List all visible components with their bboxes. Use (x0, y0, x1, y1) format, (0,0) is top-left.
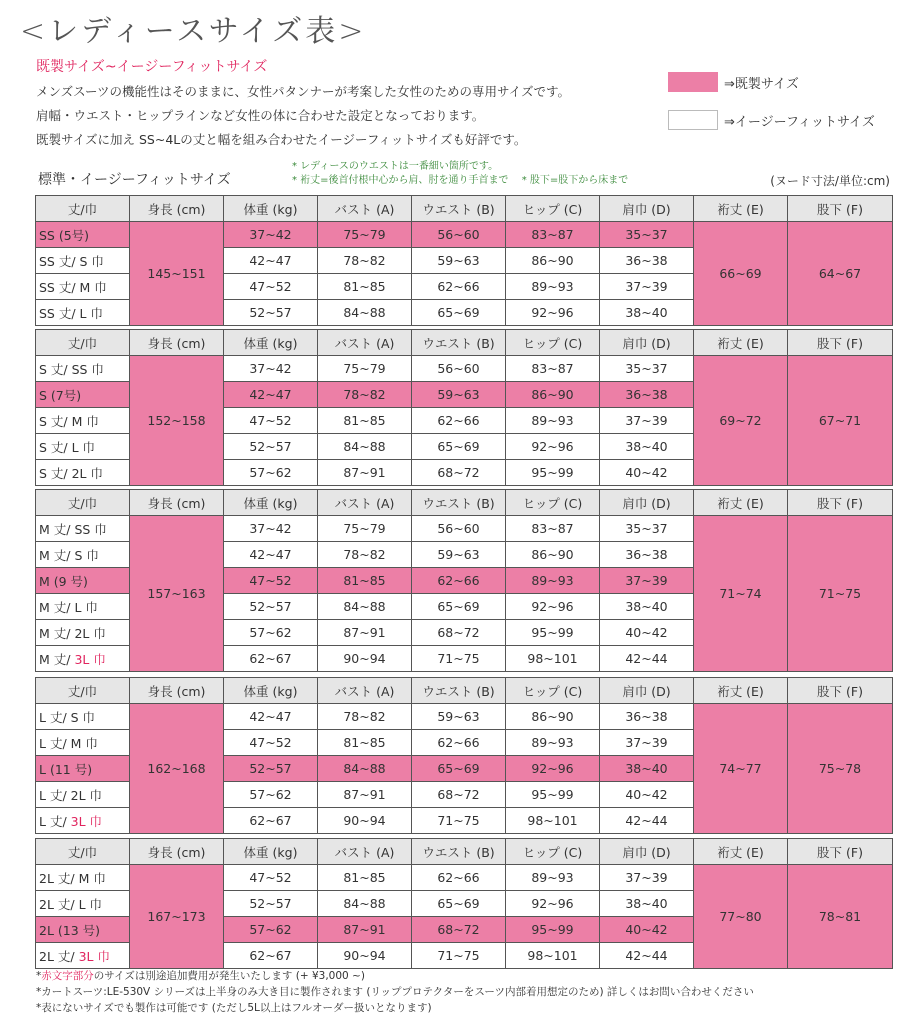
shoulder-cell: 40~42 (600, 782, 694, 808)
note-line: * 裄丈=後首付根中心から肩、肘を通り手首まで * 股下=股下から床まで (292, 175, 629, 186)
sleeve-length-cell: 71~74 (694, 516, 788, 672)
size-label (36, 756, 130, 782)
bust-cell: 75~79 (318, 516, 412, 542)
size-label (36, 516, 130, 542)
column-header: 丈/巾 (36, 330, 130, 356)
size-label-text: M (9 号) (39, 573, 88, 589)
sleeve-length-cell: 69~72 (694, 356, 788, 486)
bust-cell: 81~85 (318, 408, 412, 434)
size-table (35, 838, 893, 969)
bust-cell: 78~82 (318, 382, 412, 408)
waist-cell: 62~66 (412, 408, 506, 434)
page-title: <レディースサイズ表> (20, 14, 367, 49)
bust-cell: 75~79 (318, 356, 412, 382)
size-label-text: L 丈/ M 巾 (39, 735, 98, 751)
hip-cell: 98~101 (506, 943, 600, 969)
size-label (36, 865, 130, 891)
size-label (36, 434, 130, 460)
size-label (36, 943, 130, 969)
bust-cell: 78~82 (318, 542, 412, 568)
bust-cell: 90~94 (318, 943, 412, 969)
shoulder-cell: 36~38 (600, 542, 694, 568)
shoulder-cell: 40~42 (600, 620, 694, 646)
bust-cell: 90~94 (318, 646, 412, 672)
intro-line: 肩幅・ウエスト・ヒップラインなど女性の体に合わせた設定となっております。 (36, 108, 485, 123)
size-label-text: M 丈/ L 巾 (39, 599, 98, 615)
table-header-row (36, 678, 893, 704)
column-header: バスト (A) (318, 678, 412, 704)
column-header: 体重 (kg) (224, 490, 318, 516)
size-table (35, 329, 893, 486)
column-header: 肩巾 (D) (600, 330, 694, 356)
column-header: ヒップ (C) (506, 839, 600, 865)
hip-cell: 86~90 (506, 382, 600, 408)
table-row (36, 516, 893, 542)
hip-cell: 89~93 (506, 865, 600, 891)
footnote-1-prefix: * (36, 970, 42, 982)
column-header: 裄丈 (E) (694, 330, 788, 356)
waist-cell: 65~69 (412, 300, 506, 326)
shoulder-cell: 40~42 (600, 917, 694, 943)
intro-line: メンズスーツの機能性はそのままに、女性パタンナーが考案した女性のための専用サイズです。 (36, 84, 571, 99)
shoulder-cell: 36~38 (600, 248, 694, 274)
column-header: 股下 (F) (788, 490, 893, 516)
hip-cell: 95~99 (506, 782, 600, 808)
size-label (36, 730, 130, 756)
weight-cell: 47~52 (224, 730, 318, 756)
bust-cell: 78~82 (318, 704, 412, 730)
bust-cell: 87~91 (318, 460, 412, 486)
column-header: 股下 (F) (788, 839, 893, 865)
column-header: 体重 (kg) (224, 839, 318, 865)
footnote-2: *カートスーツ:LE-530V シリーズは上半身のみ大き目に製作されます (リッププロテクターをスーツ内部着用想定のため) 詳しくはお問い合わせください (36, 986, 754, 998)
bust-cell: 84~88 (318, 434, 412, 460)
shoulder-cell: 42~44 (600, 646, 694, 672)
column-header: 丈/巾 (36, 839, 130, 865)
shoulder-cell: 35~37 (600, 516, 694, 542)
table-header-row (36, 839, 893, 865)
size-label-text: L 丈/ S 巾 (39, 709, 96, 725)
column-header: 体重 (kg) (224, 678, 318, 704)
size-label-text: M 丈/ S 巾 (39, 547, 99, 563)
shoulder-cell: 37~39 (600, 730, 694, 756)
hip-cell: 92~96 (506, 756, 600, 782)
column-header: 体重 (kg) (224, 196, 318, 222)
shoulder-cell: 37~39 (600, 865, 694, 891)
column-header: 股下 (F) (788, 330, 893, 356)
legend-easy (668, 110, 875, 130)
column-header: ヒップ (C) (506, 330, 600, 356)
weight-cell: 52~57 (224, 891, 318, 917)
bust-cell: 84~88 (318, 594, 412, 620)
column-header: ウエスト (B) (412, 196, 506, 222)
column-header: ウエスト (B) (412, 490, 506, 516)
bust-cell: 81~85 (318, 865, 412, 891)
bust-cell: 81~85 (318, 568, 412, 594)
size-label (36, 704, 130, 730)
weight-cell: 57~62 (224, 620, 318, 646)
size-label-text: SS 丈/ L 巾 (39, 305, 103, 321)
weight-cell: 37~42 (224, 516, 318, 542)
legend-easy-label: ⇒イージーフィットサイズ (724, 114, 875, 130)
weight-cell: 42~47 (224, 542, 318, 568)
weight-cell: 52~57 (224, 594, 318, 620)
column-header: 身長 (cm) (130, 678, 224, 704)
column-header: 股下 (F) (788, 196, 893, 222)
waist-cell: 59~63 (412, 542, 506, 568)
size-table (35, 195, 893, 326)
shoulder-cell: 35~37 (600, 222, 694, 248)
shoulder-cell: 40~42 (600, 460, 694, 486)
weight-cell: 62~67 (224, 943, 318, 969)
size-label-text: SS 丈/ M 巾 (39, 279, 107, 295)
table-header-row (36, 196, 893, 222)
inseam-cell: 75~78 (788, 704, 893, 834)
waist-cell: 68~72 (412, 620, 506, 646)
weight-cell: 52~57 (224, 300, 318, 326)
legend-swatch-pink (668, 72, 718, 92)
shoulder-cell: 38~40 (600, 891, 694, 917)
waist-cell: 68~72 (412, 460, 506, 486)
footnote-1 (36, 968, 754, 984)
weight-cell: 52~57 (224, 434, 318, 460)
footnotes (36, 968, 754, 1016)
weight-cell: 52~57 (224, 756, 318, 782)
weight-cell: 47~52 (224, 865, 318, 891)
hip-cell: 89~93 (506, 568, 600, 594)
hip-cell: 95~99 (506, 917, 600, 943)
size-label-text: S 丈/ SS 巾 (39, 361, 104, 377)
size-label (36, 782, 130, 808)
footnote-3: *表にないサイズでも製作は可能です (ただし5L以上はフルオーダー扱いとなります) (36, 1002, 432, 1014)
column-header: ヒップ (C) (506, 678, 600, 704)
column-header: 丈/巾 (36, 196, 130, 222)
size-label-text: S 丈/ 2L 巾 (39, 465, 103, 481)
size-table (35, 489, 893, 672)
shoulder-cell: 36~38 (600, 382, 694, 408)
hip-cell: 83~87 (506, 356, 600, 382)
waist-cell: 56~60 (412, 222, 506, 248)
size-label-text: 2L 丈/ (39, 948, 79, 964)
weight-cell: 47~52 (224, 408, 318, 434)
size-label-text: L 丈/ 2L 巾 (39, 787, 103, 803)
size-label (36, 594, 130, 620)
legend-standard (668, 72, 799, 92)
size-label-text: L 丈/ (39, 813, 71, 829)
size-label-text: M 丈/ (39, 651, 75, 667)
hip-cell: 98~101 (506, 808, 600, 834)
hip-cell: 92~96 (506, 434, 600, 460)
shoulder-cell: 36~38 (600, 704, 694, 730)
weight-cell: 57~62 (224, 782, 318, 808)
column-header: バスト (A) (318, 196, 412, 222)
column-header: ヒップ (C) (506, 196, 600, 222)
bust-cell: 90~94 (318, 808, 412, 834)
size-label-extra: 3L 巾 (74, 651, 106, 667)
size-label-extra: 3L 巾 (70, 813, 103, 829)
height-cell: 145~151 (130, 222, 224, 326)
hip-cell: 89~93 (506, 274, 600, 300)
size-label (36, 891, 130, 917)
legend-standard-label: ⇒既製サイズ (724, 76, 799, 92)
bust-cell: 78~82 (318, 248, 412, 274)
weight-cell: 37~42 (224, 356, 318, 382)
waist-cell: 62~66 (412, 730, 506, 756)
inseam-cell: 64~67 (788, 222, 893, 326)
weight-cell: 57~62 (224, 917, 318, 943)
size-label (36, 274, 130, 300)
inseam-cell: 67~71 (788, 356, 893, 486)
size-label-text: L (11 号) (39, 761, 93, 777)
size-label (36, 542, 130, 568)
waist-cell: 68~72 (412, 782, 506, 808)
column-header: 肩巾 (D) (600, 490, 694, 516)
weight-cell: 47~52 (224, 274, 318, 300)
shoulder-cell: 42~44 (600, 808, 694, 834)
shoulder-cell: 38~40 (600, 434, 694, 460)
bust-cell: 84~88 (318, 300, 412, 326)
hip-cell: 98~101 (506, 646, 600, 672)
column-header: 肩巾 (D) (600, 839, 694, 865)
size-label-text: S 丈/ M 巾 (39, 413, 99, 429)
waist-cell: 68~72 (412, 917, 506, 943)
size-label-text: 2L (13 号) (39, 922, 101, 938)
sleeve-length-cell: 66~69 (694, 222, 788, 326)
column-header: ヒップ (C) (506, 490, 600, 516)
bust-cell: 87~91 (318, 782, 412, 808)
bust-cell: 75~79 (318, 222, 412, 248)
hip-cell: 95~99 (506, 620, 600, 646)
column-header: 裄丈 (E) (694, 196, 788, 222)
weight-cell: 37~42 (224, 222, 318, 248)
waist-cell: 62~66 (412, 274, 506, 300)
bust-cell: 81~85 (318, 274, 412, 300)
footnote-1-rest: のサイズは別途追加費用が発生いたします (+ ¥3,000 ~) (93, 970, 365, 982)
waist-cell: 71~75 (412, 943, 506, 969)
waist-cell: 65~69 (412, 434, 506, 460)
size-label-text: SS (5号) (39, 227, 90, 243)
size-label (36, 460, 130, 486)
column-header: 身長 (cm) (130, 490, 224, 516)
inseam-cell: 78~81 (788, 865, 893, 969)
footnote-1-red: 赤文字部分 (41, 970, 94, 982)
column-header: 裄丈 (E) (694, 490, 788, 516)
column-header: 丈/巾 (36, 490, 130, 516)
size-label (36, 222, 130, 248)
bust-cell: 84~88 (318, 891, 412, 917)
measurement-notes (292, 160, 628, 188)
size-label (36, 382, 130, 408)
unit-note: (ヌード寸法/単位:cm) (770, 174, 890, 188)
waist-cell: 65~69 (412, 594, 506, 620)
table-row (36, 356, 893, 382)
subtitle: 既製サイズ~イージーフィットサイズ (36, 59, 268, 75)
size-label-text: 2L 丈/ M 巾 (39, 870, 106, 886)
shoulder-cell: 37~39 (600, 408, 694, 434)
waist-cell: 62~66 (412, 568, 506, 594)
size-label (36, 356, 130, 382)
height-cell: 157~163 (130, 516, 224, 672)
shoulder-cell: 37~39 (600, 274, 694, 300)
waist-cell: 62~66 (412, 865, 506, 891)
size-label-text: SS 丈/ S 巾 (39, 253, 104, 269)
waist-cell: 59~63 (412, 704, 506, 730)
size-label (36, 300, 130, 326)
hip-cell: 92~96 (506, 891, 600, 917)
hip-cell: 89~93 (506, 730, 600, 756)
hip-cell: 83~87 (506, 222, 600, 248)
size-label (36, 620, 130, 646)
column-header: 身長 (cm) (130, 330, 224, 356)
waist-cell: 71~75 (412, 646, 506, 672)
column-header: 裄丈 (E) (694, 839, 788, 865)
size-label (36, 808, 130, 834)
weight-cell: 62~67 (224, 808, 318, 834)
section-title: 標準・イージーフィットサイズ (38, 172, 231, 188)
hip-cell: 86~90 (506, 542, 600, 568)
sleeve-length-cell: 74~77 (694, 704, 788, 834)
shoulder-cell: 38~40 (600, 756, 694, 782)
size-label (36, 568, 130, 594)
column-header: ウエスト (B) (412, 839, 506, 865)
weight-cell: 62~67 (224, 646, 318, 672)
column-header: 肩巾 (D) (600, 678, 694, 704)
column-header: 肩巾 (D) (600, 196, 694, 222)
size-label-text: M 丈/ SS 巾 (39, 521, 107, 537)
shoulder-cell: 42~44 (600, 943, 694, 969)
intro-text (36, 80, 570, 152)
hip-cell: 92~96 (506, 594, 600, 620)
weight-cell: 57~62 (224, 460, 318, 486)
hip-cell: 89~93 (506, 408, 600, 434)
waist-cell: 56~60 (412, 356, 506, 382)
column-header: 身長 (cm) (130, 196, 224, 222)
table-row (36, 865, 893, 891)
size-label (36, 646, 130, 672)
column-header: 身長 (cm) (130, 839, 224, 865)
hip-cell: 83~87 (506, 516, 600, 542)
legend-swatch-white (668, 110, 718, 130)
height-cell: 162~168 (130, 704, 224, 834)
bust-cell: 87~91 (318, 620, 412, 646)
size-label (36, 408, 130, 434)
column-header: 股下 (F) (788, 678, 893, 704)
bust-cell: 84~88 (318, 756, 412, 782)
column-header: バスト (A) (318, 839, 412, 865)
column-header: バスト (A) (318, 330, 412, 356)
weight-cell: 42~47 (224, 248, 318, 274)
hip-cell: 86~90 (506, 704, 600, 730)
size-label-extra: 3L 巾 (78, 948, 110, 964)
bust-cell: 87~91 (318, 917, 412, 943)
shoulder-cell: 38~40 (600, 300, 694, 326)
height-cell: 167~173 (130, 865, 224, 969)
weight-cell: 42~47 (224, 382, 318, 408)
column-header: 丈/巾 (36, 678, 130, 704)
hip-cell: 86~90 (506, 248, 600, 274)
waist-cell: 71~75 (412, 808, 506, 834)
table-row (36, 222, 893, 248)
sleeve-length-cell: 77~80 (694, 865, 788, 969)
hip-cell: 92~96 (506, 300, 600, 326)
weight-cell: 47~52 (224, 568, 318, 594)
bust-cell: 81~85 (318, 730, 412, 756)
shoulder-cell: 38~40 (600, 594, 694, 620)
height-cell: 152~158 (130, 356, 224, 486)
hip-cell: 95~99 (506, 460, 600, 486)
size-label-text: S (7号) (39, 387, 82, 403)
column-header: ウエスト (B) (412, 330, 506, 356)
waist-cell: 56~60 (412, 516, 506, 542)
size-label-text: S 丈/ L 巾 (39, 439, 96, 455)
waist-cell: 59~63 (412, 382, 506, 408)
size-label-text: M 丈/ 2L 巾 (39, 625, 106, 641)
table-row (36, 704, 893, 730)
waist-cell: 65~69 (412, 891, 506, 917)
size-label-text: 2L 丈/ L 巾 (39, 896, 103, 912)
column-header: 体重 (kg) (224, 330, 318, 356)
column-header: 裄丈 (E) (694, 678, 788, 704)
size-label (36, 248, 130, 274)
shoulder-cell: 35~37 (600, 356, 694, 382)
column-header: ウエスト (B) (412, 678, 506, 704)
weight-cell: 42~47 (224, 704, 318, 730)
note-line: * レディースのウエストは一番細い箇所です。 (292, 161, 499, 172)
column-header: バスト (A) (318, 490, 412, 516)
size-table (35, 677, 893, 834)
shoulder-cell: 37~39 (600, 568, 694, 594)
size-label (36, 917, 130, 943)
waist-cell: 65~69 (412, 756, 506, 782)
waist-cell: 59~63 (412, 248, 506, 274)
inseam-cell: 71~75 (788, 516, 893, 672)
table-header-row (36, 330, 893, 356)
table-header-row (36, 490, 893, 516)
intro-line: 既製サイズに加え SS~4Lの丈と幅を組み合わせたイージーフィットサイズも好評です。 (36, 132, 527, 147)
